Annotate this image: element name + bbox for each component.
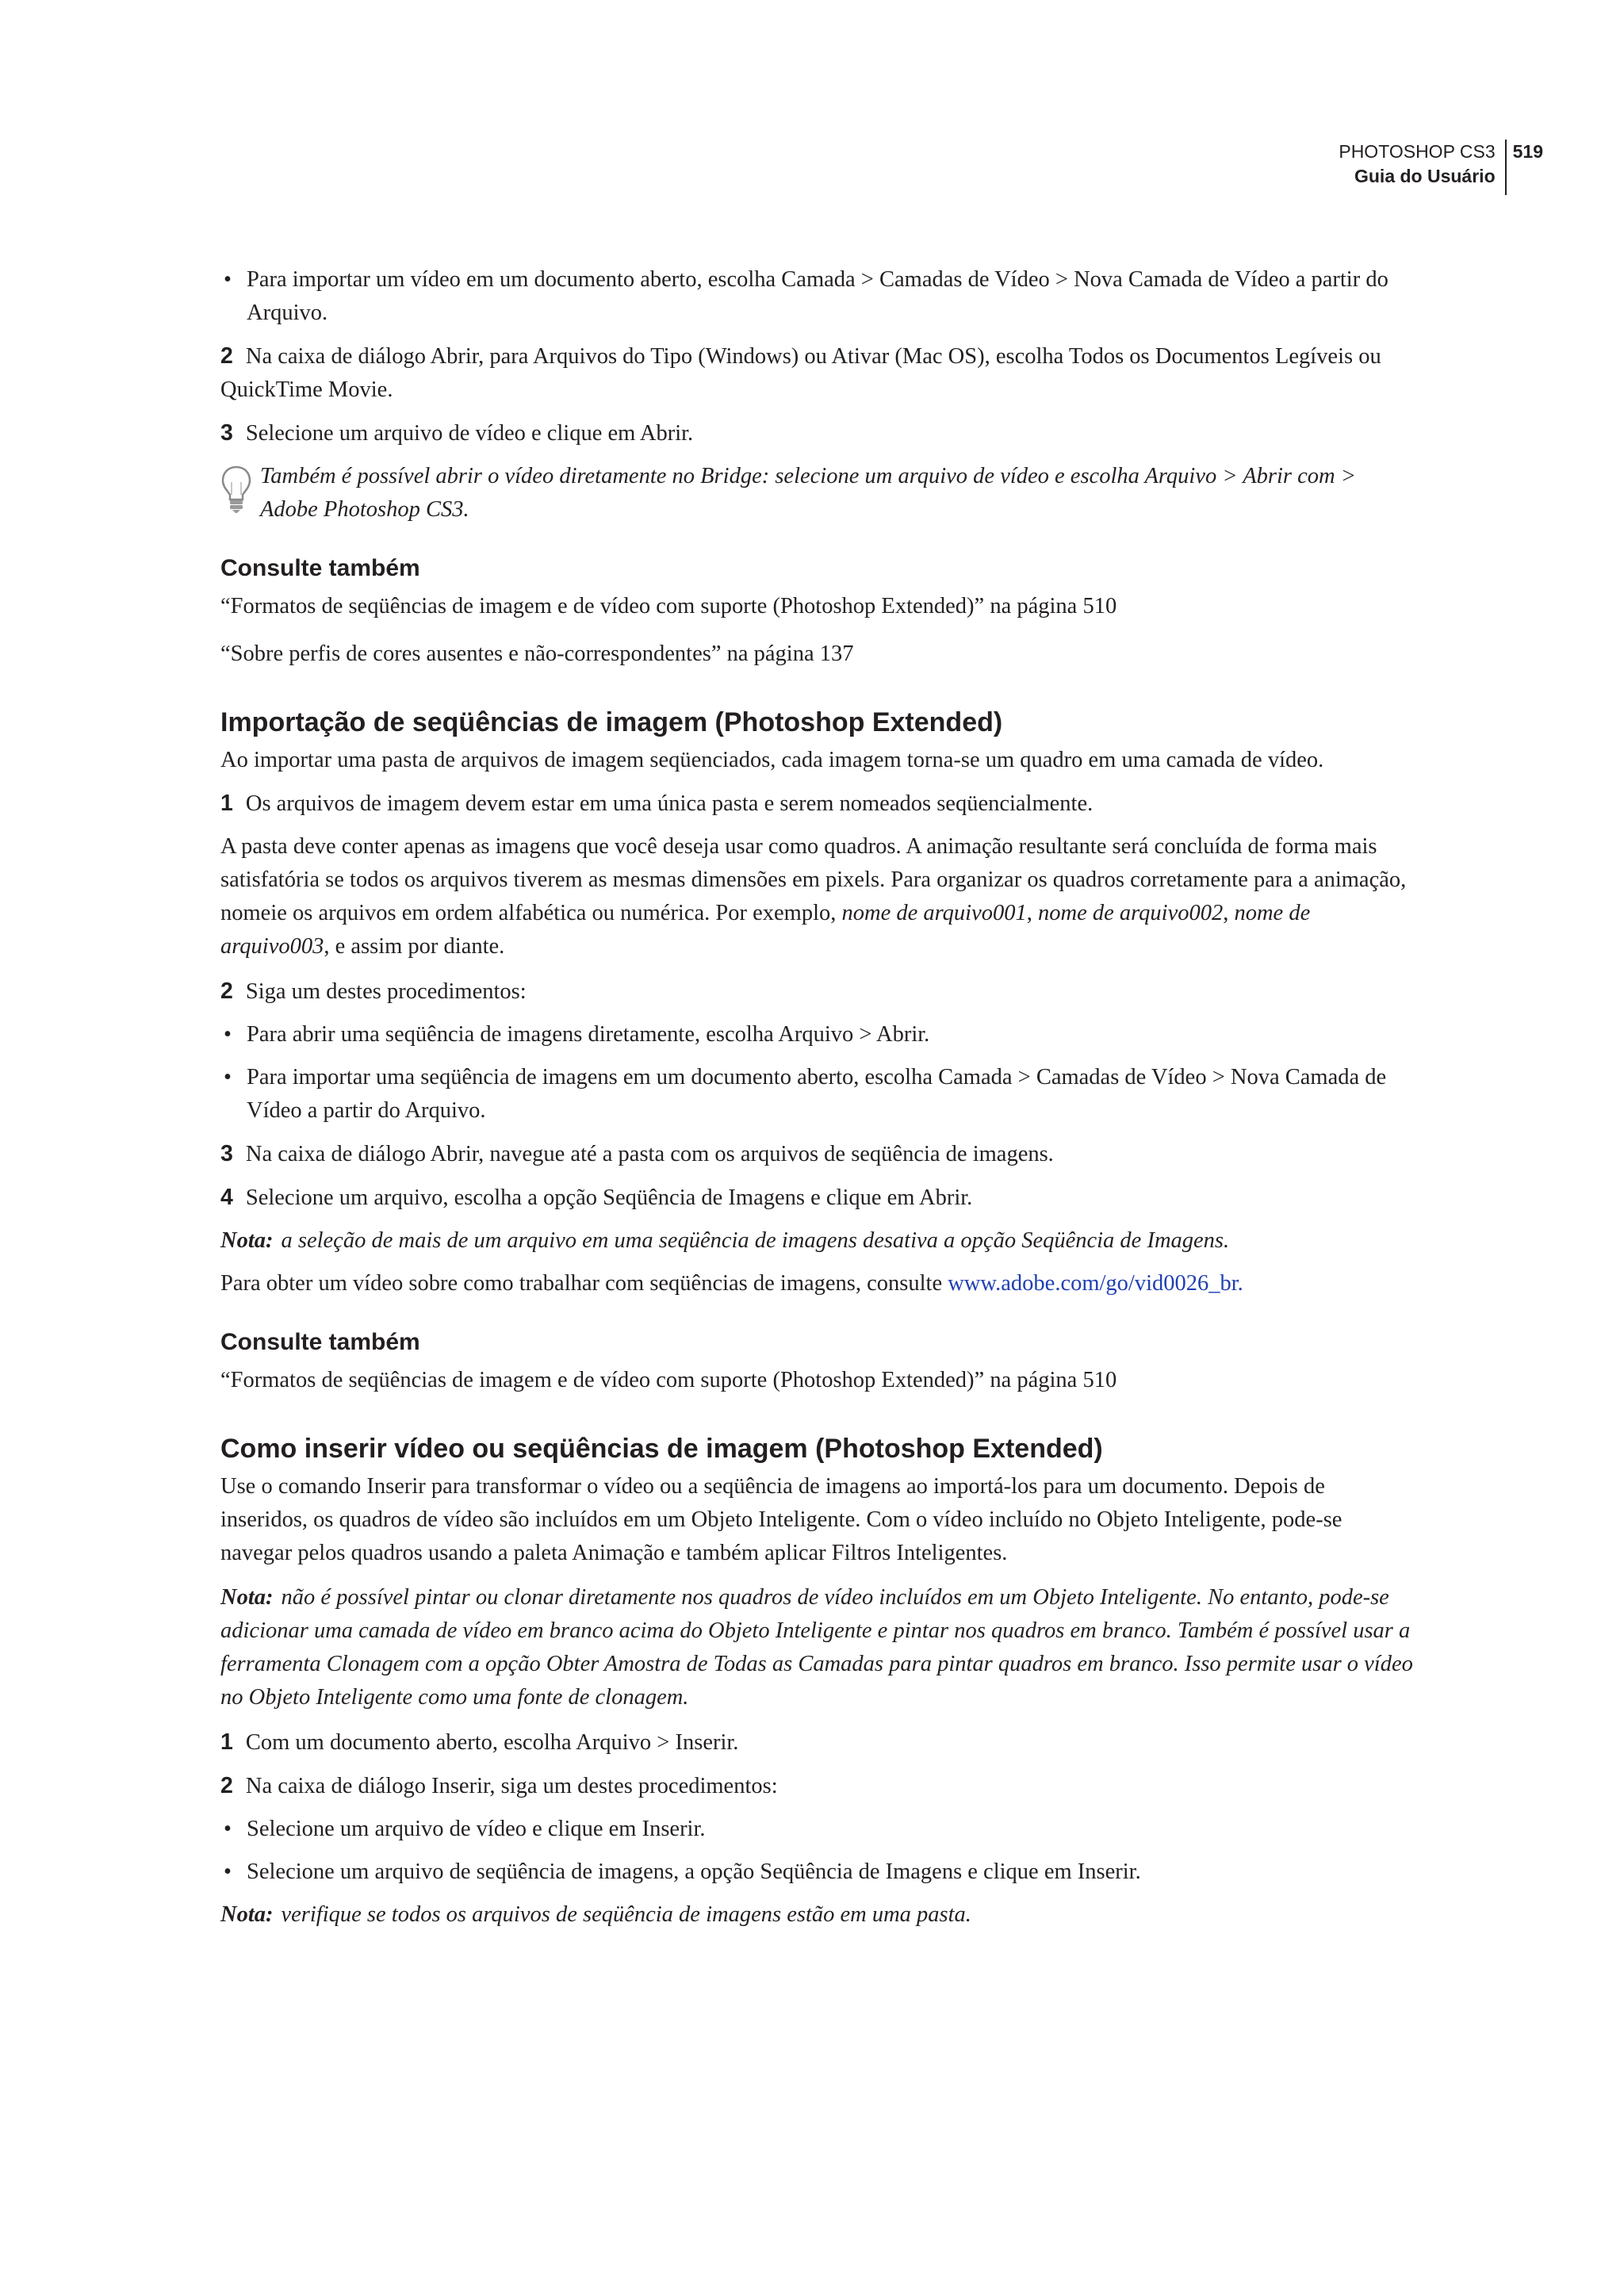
step-3-navigate bbox=[220, 1137, 1418, 1171]
paragraph-text: A pasta deve conter apenas as imagens que você deseja usar como quadros. A animação resultante será concluída de forma mais satisfatória se todos os arquivos tiverem as mesmas dimensões em pixels. Para organizar os quadros corretamente para a animação, nomeie os arquivos em ordem alfabética ou numérica. Por exemplo, bbox=[220, 834, 1407, 925]
running-header bbox=[1339, 140, 1543, 195]
note-text: a seleção de mais de um arquivo em uma seqüência de imagens desativa a opção Seqüência de Imagens. bbox=[281, 1228, 1230, 1253]
see-also-link-formats[interactable]: “Formatos de seqüências de imagem e de vídeo com suporte (Photoshop Extended)” na página 510 bbox=[220, 1368, 1117, 1392]
bullet-text: Selecione um arquivo de vídeo e clique em Inserir. bbox=[247, 1817, 706, 1841]
section-heading-place-video: Como inserir vídeo ou seqüências de imagem (Photoshop Extended) bbox=[220, 1434, 1103, 1464]
bullet-text: Para importar uma seqüência de imagens em um documento aberto, escolha Camada > Camadas de Vídeo > Nova Camada de Vídeo a partir do Arquivo. bbox=[247, 1065, 1387, 1123]
paragraph-text: , e assim por diante. bbox=[324, 934, 505, 959]
bullet-open-sequence bbox=[220, 1018, 1418, 1051]
step-text: Com um documento aberto, escolha Arquivo > Inserir. bbox=[245, 1730, 739, 1755]
section-intro: Ao importar uma pasta de arquivos de imagem seqüenciados, cada imagem torna-se um quadro em uma camada de vídeo. bbox=[220, 748, 1324, 772]
bullet-import-sequence bbox=[220, 1061, 1418, 1128]
step-3-select-file bbox=[220, 416, 1418, 450]
step-number: 3 bbox=[220, 1141, 233, 1166]
note-multiple-files bbox=[220, 1224, 1418, 1258]
note-text: verifique se todos os arquivos de seqüência de imagens estão em uma pasta. bbox=[281, 1902, 971, 1927]
bullet-icon: • bbox=[224, 1817, 232, 1841]
step-number: 4 bbox=[220, 1185, 233, 1210]
step-number: 1 bbox=[220, 1729, 233, 1755]
step-text: Na caixa de diálogo Abrir, para Arquivos do Tipo (Windows) ou Ativar (Mac OS), escolha Todos os Documentos Legíveis ou QuickTime Movie. bbox=[220, 344, 1381, 402]
bullet-text: Para abrir uma seqüência de imagens diretamente, escolha Arquivo > Abrir. bbox=[247, 1022, 930, 1047]
see-also-link-color-profiles[interactable]: “Sobre perfis de cores ausentes e não-correspondentes” na página 137 bbox=[220, 641, 854, 666]
see-also-link-formats[interactable]: “Formatos de seqüências de imagem e de vídeo com suporte (Photoshop Extended)” na página 510 bbox=[220, 594, 1117, 618]
example-filename-2: nome de arquivo002 bbox=[1037, 901, 1224, 925]
separator: , bbox=[1026, 901, 1038, 925]
step-4-select-sequence bbox=[220, 1181, 1418, 1215]
step-text: Na caixa de diálogo Abrir, navegue até a pasta com os arquivos de seqüência de imagens. bbox=[245, 1142, 1054, 1166]
header-titles bbox=[1339, 140, 1504, 189]
bullet-text: Selecione um arquivo de seqüência de imagens, a opção Seqüência de Imagens e clique em Inserir. bbox=[247, 1859, 1141, 1884]
lightbulb-icon bbox=[220, 465, 252, 514]
step-number: 1 bbox=[220, 791, 233, 816]
step-number: 3 bbox=[220, 420, 233, 446]
page-number: 519 bbox=[1512, 141, 1543, 162]
video-text: Para obter um vídeo sobre como trabalhar com seqüências de imagens, consulte bbox=[220, 1271, 948, 1296]
video-link[interactable]: www.adobe.com/go/vid0026_br. bbox=[948, 1271, 1243, 1296]
example-filename-1: nome de arquivo001 bbox=[841, 901, 1027, 925]
note-label: Nota: bbox=[220, 1902, 274, 1927]
step-1-place bbox=[220, 1725, 1418, 1760]
separator: , bbox=[1223, 901, 1235, 925]
tip-bridge bbox=[220, 460, 1418, 527]
section-intro: Use o comando Inserir para transformar o vídeo ou a seqüência de imagens ao importá-los para um documento. Depois de inseridos, os quadros de vídeo são incluídos em um Objeto Inteligente. Com o vídeo incluído no Objeto Inteligente, pode-se navegar pelos quadros usando a paleta Animação e também aplicar Filtros Inteligentes. bbox=[220, 1474, 1342, 1565]
note-text: não é possível pintar ou clonar diretamente nos quadros de vídeo incluídos em um Objeto Inteligente. No entanto, pode-se adicionar uma camada de vídeo em branco acima do Objeto Inteligente e pintar nos quadros em branco. Também é possível usar a ferramenta Clonagem com a opção Obter Amostra de Todas as Camadas para pintar quadros em branco. Isso permite usar o vídeo no Objeto Inteligente como uma fonte de clonagem. bbox=[220, 1585, 1413, 1710]
step-1-folder bbox=[220, 787, 1418, 821]
bullet-icon: • bbox=[224, 1065, 232, 1090]
tip-text: Também é possível abrir o vídeo diretamente no Bridge: selecione um arquivo de vídeo e escolha Arquivo > Abrir com > Adobe Photoshop CS3. bbox=[260, 464, 1356, 522]
bullet-icon: • bbox=[224, 1022, 232, 1047]
section-heading-import-sequences: Importação de seqüências de imagem (Photoshop Extended) bbox=[220, 707, 1003, 737]
video-reference bbox=[220, 1267, 1418, 1300]
bullet-place-sequence bbox=[220, 1855, 1418, 1889]
guide-title: Guia do Usuário bbox=[1354, 166, 1496, 186]
step-text: Selecione um arquivo, escolha a opção Seqüência de Imagens e clique em Abrir. bbox=[245, 1185, 973, 1210]
bullet-icon: • bbox=[224, 1859, 232, 1884]
bullet-import-video bbox=[220, 263, 1418, 330]
bullet-text: Para importar um vídeo em um documento aberto, escolha Camada > Camadas de Vídeo > Nova Camada de Vídeo a partir do Arquivo. bbox=[247, 267, 1388, 325]
step-text: Selecione um arquivo de vídeo e clique em Abrir. bbox=[245, 421, 694, 446]
note-one-folder bbox=[220, 1898, 1418, 1932]
step-2-place-dialog bbox=[220, 1769, 1418, 1803]
note-label: Nota: bbox=[220, 1228, 274, 1253]
step-2-procedures bbox=[220, 975, 1418, 1009]
bullet-place-video bbox=[220, 1813, 1418, 1846]
example-filename-3: nome de arquivo003 bbox=[220, 901, 1311, 959]
step-number: 2 bbox=[220, 978, 233, 1004]
note-label: Nota: bbox=[220, 1585, 274, 1610]
see-also-heading: Consulte também bbox=[220, 555, 420, 581]
step-number: 2 bbox=[220, 343, 233, 369]
see-also-heading: Consulte também bbox=[220, 1329, 420, 1355]
step-number: 2 bbox=[220, 1773, 233, 1798]
step-text: Os arquivos de imagem devem estar em uma única pasta e serem nomeados seqüencialmente. bbox=[245, 791, 1094, 816]
note-smart-object bbox=[220, 1581, 1418, 1714]
page-content bbox=[220, 263, 1418, 1941]
step-2-open-dialog bbox=[220, 339, 1418, 407]
bullet-icon: • bbox=[224, 267, 232, 292]
step-text: Siga um destes procedimentos: bbox=[245, 979, 527, 1004]
folder-paragraph bbox=[220, 830, 1418, 963]
step-text: Na caixa de diálogo Inserir, siga um destes procedimentos: bbox=[245, 1774, 778, 1798]
book-title: PHOTOSHOP CS3 bbox=[1339, 141, 1496, 162]
